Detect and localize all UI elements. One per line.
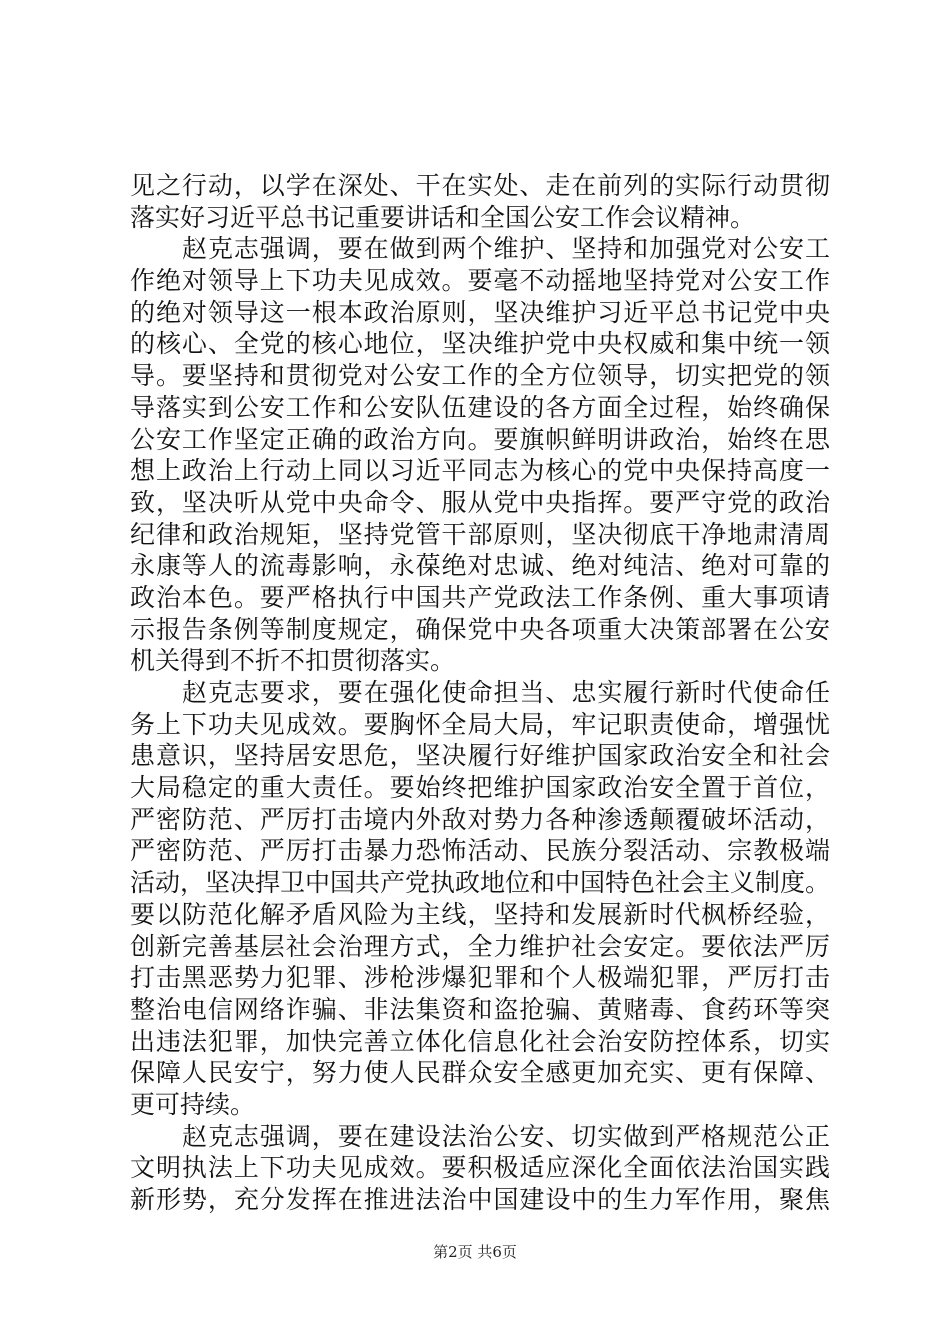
text-line: 出违法犯罪，加快完善立体化信息化社会治安防控体系，切实 <box>130 1026 830 1056</box>
text-line: 机关得到不折不扣贯彻落实。 <box>130 646 456 676</box>
text-line: 落实好习近平总书记重要讲话和全国公安工作会议精神。 <box>130 202 756 232</box>
page-number-footer: 第2页 共6页 <box>433 1243 517 1261</box>
text-line: 纪律和政治规矩，坚持党管干部原则，坚决彻底干净地肃清周 <box>130 519 830 549</box>
text-line: 患意识，坚持居安思危，坚决履行好维护国家政治安全和社会 <box>130 741 830 771</box>
text-line: 严密防范、严厉打击境内外敌对势力各种渗透颠覆破坏活动， <box>130 804 830 834</box>
text-line: 政治本色。要严格执行中国共产党政法工作条例、重大事项请 <box>130 582 830 612</box>
text-line: 赵克志要求，要在强化使命担当、忠实履行新时代使命任 <box>182 678 830 707</box>
text-line: 的核心、全党的核心地位，坚决维护党中央权威和集中统一领 <box>130 329 830 359</box>
text-line: 活动，坚决捍卫中国共产党执政地位和中国特色社会主义制度。 <box>130 868 831 898</box>
text-line: 赵克志强调，要在做到两个维护、坚持和加强党对公安工 <box>182 234 830 264</box>
text-line: 见之行动，以学在深处、干在实处、走在前列的实际行动贯彻 <box>130 171 830 200</box>
text-line: 更可持续。 <box>130 1089 256 1119</box>
text-line: 严密防范、严厉打击暴力恐怖活动、民族分裂活动、宗教极端 <box>130 836 830 866</box>
text-line: 导落实到公安工作和公安队伍建设的各方面全过程，始终确保 <box>130 392 830 422</box>
text-line: 的绝对领导这一根本政治原则，坚决维护习近平总书记党中央 <box>130 297 830 327</box>
text-line: 赵克志强调，要在建设法治公安、切实做到严格规范公正 <box>182 1121 830 1151</box>
text-line: 永康等人的流毒影响，永葆绝对忠诚、绝对纯洁、绝对可靠的 <box>130 551 830 581</box>
text-line: 公安工作坚定正确的政治方向。要旗帜鲜明讲政治，始终在思 <box>130 424 830 454</box>
text-line: 示报告条例等制度规定，确保党中央各项重大决策部署在公安 <box>130 614 830 644</box>
text-line: 打击黑恶势力犯罪、涉枪涉爆犯罪和个人极端犯罪，严厉打击 <box>130 963 830 993</box>
text-line: 致，坚决听从党中央命令、服从党中央指挥。要严守党的政治 <box>130 487 830 517</box>
text-line: 新形势，充分发挥在推进法治中国建设中的生力军作用，聚焦 <box>130 1185 830 1214</box>
text-line: 想上政治上行动上同以习近平同志为核心的党中央保持高度一 <box>130 456 830 486</box>
text-line: 作绝对领导上下功夫见成效。要毫不动摇地坚持党对公安工作 <box>130 266 830 296</box>
text-line: 要以防范化解矛盾风险为主线，坚持和发展新时代枫桥经验， <box>130 899 830 929</box>
document-body <box>130 170 830 1216</box>
text-line: 导。要坚持和贯彻党对公安工作的全方位领导，切实把党的领 <box>130 361 830 391</box>
text-line: 大局稳定的重大责任。要始终把维护国家政治安全置于首位， <box>130 773 830 803</box>
text-line: 创新完善基层社会治理方式，全力维护社会安定。要依法严厉 <box>130 931 830 961</box>
text-line: 整治电信网络诈骗、非法集资和盗抢骗、黄赌毒、食药环等突 <box>130 994 830 1024</box>
text-line: 保障人民安宁，努力使人民群众安全感更加充实、更有保障、 <box>130 1058 830 1088</box>
text-line: 文明执法上下功夫见成效。要积极适应深化全面依法治国实践 <box>130 1153 830 1183</box>
text-line: 务上下功夫见成效。要胸怀全局大局，牢记职责使命，增强忧 <box>130 709 830 739</box>
